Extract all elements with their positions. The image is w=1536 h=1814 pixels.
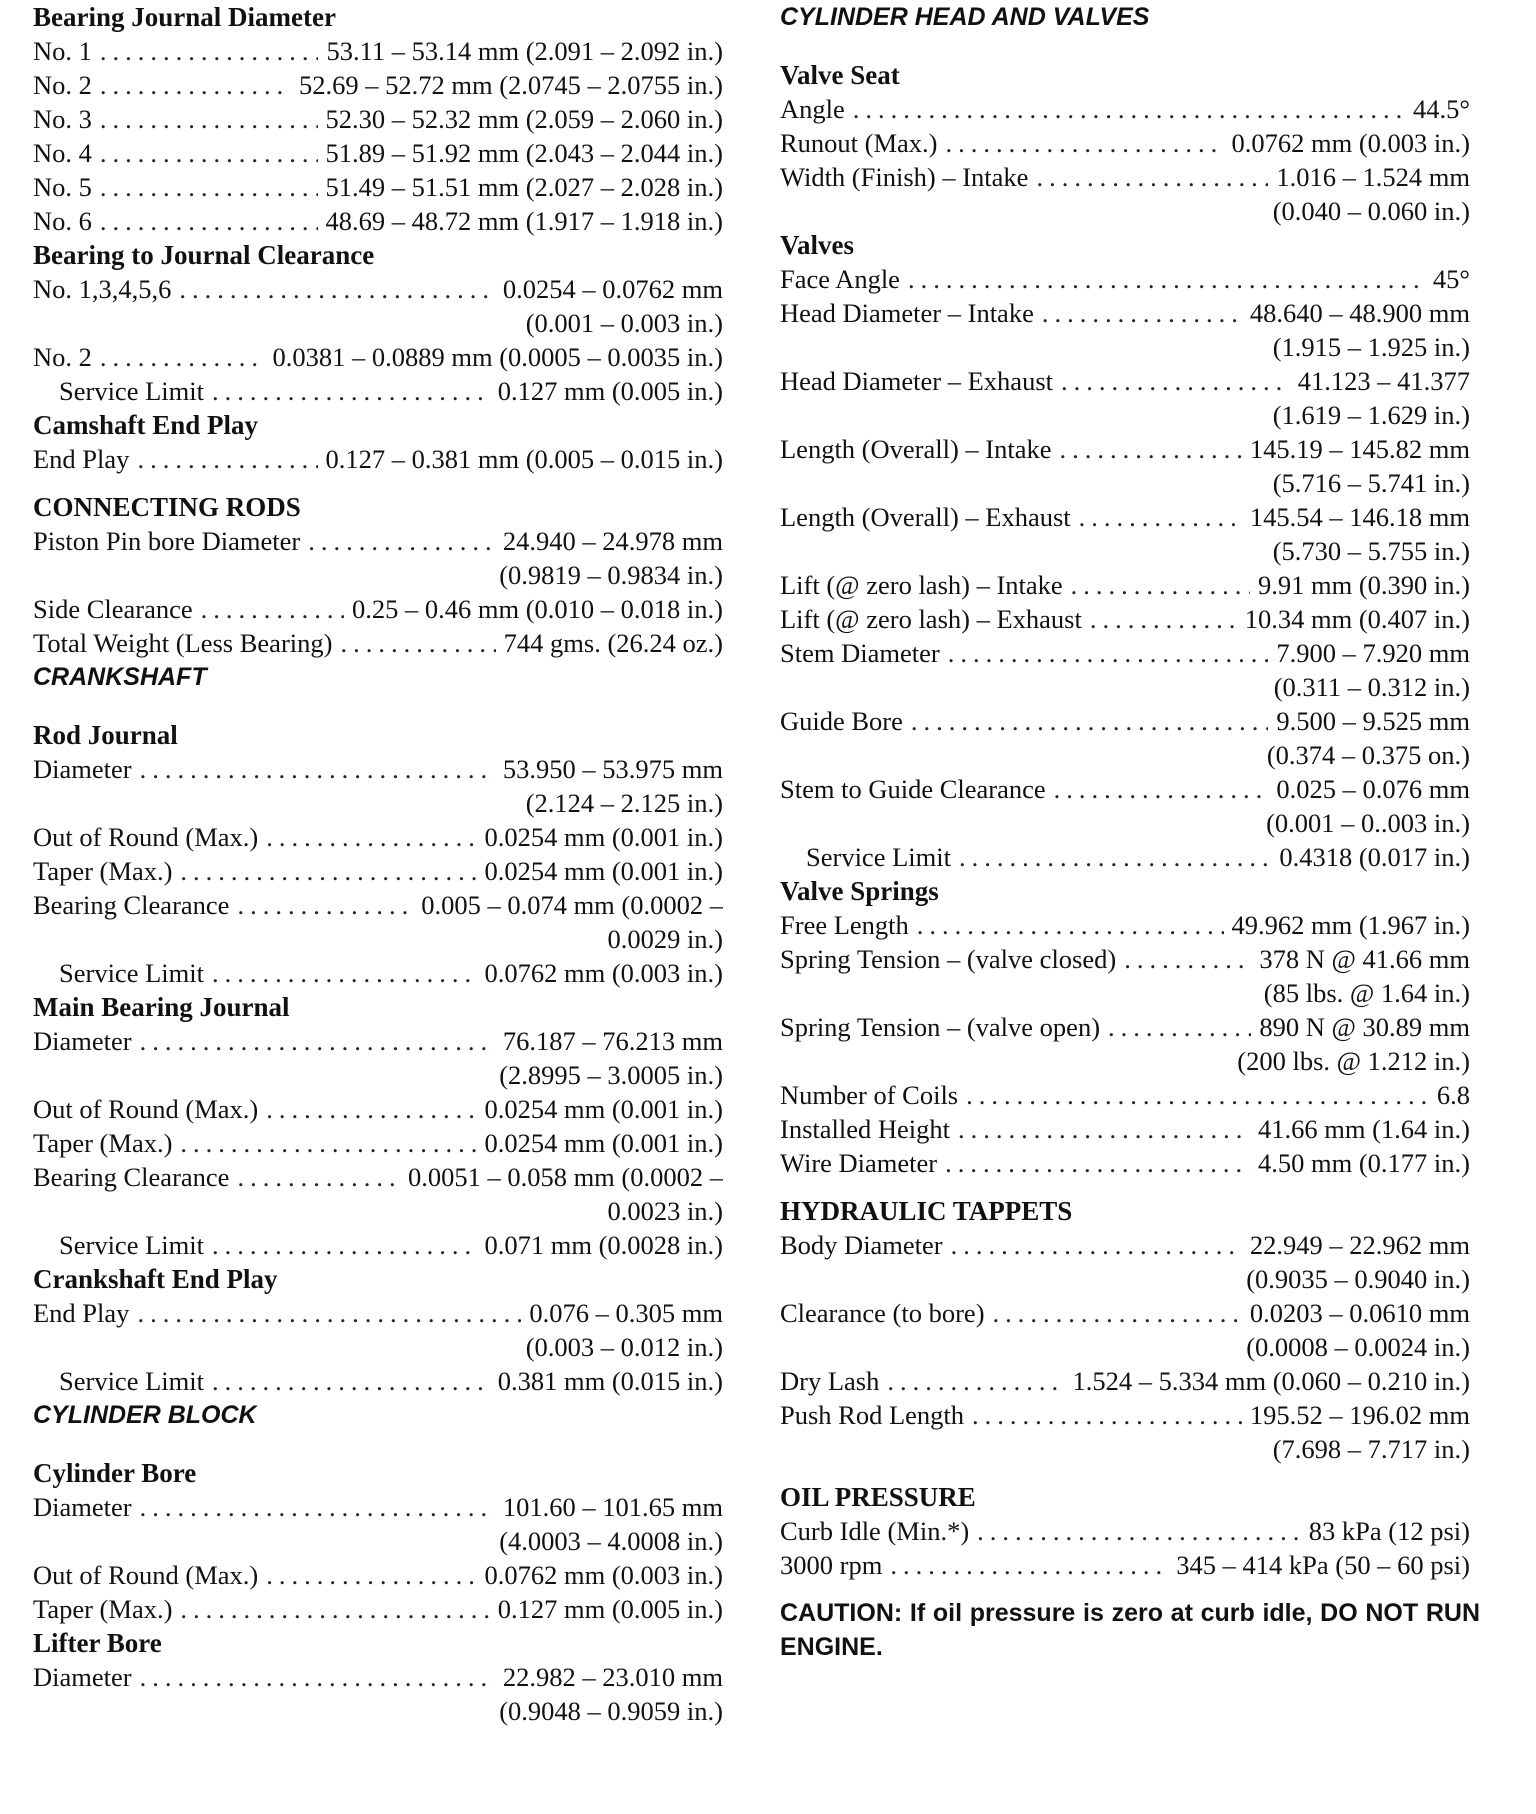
- dot-leader: [911, 704, 1268, 738]
- spec-value: 22.982 – 23.010 mm: [502, 1662, 723, 1692]
- dot-leader: [951, 1228, 1242, 1262]
- spec-row-guide-bore: [780, 704, 1470, 738]
- spec-value: 0.0254 mm (0.001 in.): [484, 1128, 723, 1158]
- dot-leader: [890, 1548, 1168, 1582]
- spec-row-number-of-coils: [780, 1078, 1470, 1112]
- spec-value: 44.5°: [1413, 94, 1470, 124]
- dot-leader: [266, 1092, 476, 1126]
- spec-label: Lift (@ zero lash) – Exhaust: [780, 604, 1082, 634]
- spec-value-continuation: (85 lbs. @ 1.64 in.): [1263, 978, 1470, 1008]
- dot-leader: [1124, 942, 1251, 976]
- dot-leader: [100, 136, 318, 170]
- dot-leader: [180, 854, 476, 888]
- spec-value: 0.0051 – 0.058 mm (0.0002 –: [407, 1162, 723, 1192]
- spec-label: Push Rod Length: [780, 1400, 965, 1430]
- spec-row-no-1-3-4-5-6: [33, 272, 723, 306]
- spec-label: Service Limit: [59, 958, 204, 988]
- spec-row-dry-lash: [780, 1364, 1470, 1398]
- spec-value-continuation: (0.001 – 0..003 in.): [1266, 808, 1470, 838]
- spec-value: 744 gms. (26.24 oz.): [503, 628, 723, 658]
- spec-label: End Play: [33, 1298, 130, 1328]
- dot-leader: [959, 840, 1271, 874]
- spec-row-service-limit: [33, 374, 723, 408]
- spec-label: Service Limit: [59, 1366, 204, 1396]
- spec-value: 195.52 – 196.02 mm: [1249, 1400, 1470, 1430]
- dot-leader: [266, 1558, 476, 1592]
- spec-value-continuation: 0.0029 in.): [607, 924, 723, 954]
- spec-value: 0.071 mm (0.0028 in.): [484, 1230, 723, 1260]
- spec-label: Guide Bore: [780, 706, 903, 736]
- spec-value: 0.0254 mm (0.001 in.): [484, 822, 723, 852]
- spec-label: Curb Idle (Min.*): [780, 1516, 970, 1546]
- dot-leader: [853, 92, 1405, 126]
- spec-label: Service Limit: [59, 376, 204, 406]
- spec-value: 7.900 – 7.920 mm: [1276, 638, 1470, 668]
- spec-value: 6.8: [1436, 1080, 1470, 1110]
- spec-row-end-play: [33, 442, 723, 476]
- spec-value-continuation: (0.374 – 0.375 on.): [1266, 740, 1470, 770]
- dot-leader: [945, 1146, 1250, 1180]
- spec-label: Free Length: [780, 910, 909, 940]
- spec-label: No. 6: [33, 206, 92, 236]
- section-heading-lifter-bore: Lifter Bore: [33, 1628, 162, 1658]
- spec-label: Head Diameter – Exhaust: [780, 366, 1053, 396]
- spec-value-continuation: (0.9048 – 0.9059 in.): [499, 1696, 723, 1726]
- section-heading-valve-springs: Valve Springs: [780, 876, 939, 906]
- spec-label: Out of Round (Max.): [33, 822, 259, 852]
- section-heading-crankshaft-end-play: Crankshaft End Play: [33, 1264, 278, 1294]
- spec-value: 345 – 414 kPa (50 – 60 psi): [1176, 1550, 1470, 1580]
- chapter-heading-cylinder-head-and-valves: CYLINDER HEAD AND VALVES: [780, 3, 1150, 31]
- spec-row-stem-to-guide-clearance: [780, 772, 1470, 806]
- spec-value: 0.005 – 0.074 mm (0.0002 –: [421, 890, 723, 920]
- spec-value: 41.66 mm (1.64 in.): [1258, 1114, 1470, 1144]
- dot-leader: [1108, 1010, 1251, 1044]
- spec-label: Taper (Max.): [33, 1594, 173, 1624]
- spec-label: Angle: [780, 94, 845, 124]
- spec-value: 48.640 – 48.900 mm: [1249, 298, 1470, 328]
- dot-leader: [180, 1126, 476, 1160]
- spec-value-continuation: (1.619 – 1.629 in.): [1272, 400, 1470, 430]
- spec-label: Length (Overall) – Intake: [780, 434, 1052, 464]
- spec-label: Taper (Max.): [33, 856, 173, 886]
- section-heading-camshaft-end-play: Camshaft End Play: [33, 410, 259, 440]
- spec-value-continuation: (4.0003 – 4.0008 in.): [499, 1526, 723, 1556]
- chapter-heading-cylinder-block: CYLINDER BLOCK: [33, 1401, 257, 1429]
- spec-value: 4.50 mm (0.177 in.): [1258, 1148, 1470, 1178]
- spec-row-head-diameter-intake: [780, 296, 1470, 330]
- spec-row-piston-pin-bore-diameter: [33, 524, 723, 558]
- section-heading-bearing-to-journal-clearance: Bearing to Journal Clearance: [33, 240, 375, 270]
- spec-row-no-5: [33, 170, 723, 204]
- spec-row-diameter: [33, 752, 723, 786]
- spec-label: End Play: [33, 444, 130, 474]
- dot-leader: [1090, 602, 1237, 636]
- spec-value: 48.69 – 48.72 mm (1.917 – 1.918 in.): [325, 206, 723, 236]
- spec-row-bearing-clearance: [33, 1160, 723, 1194]
- section-heading-valves: Valves: [780, 230, 855, 260]
- spec-value: 0.0762 mm (0.003 in.): [1231, 128, 1470, 158]
- spec-value: 22.949 – 22.962 mm: [1249, 1230, 1470, 1260]
- dot-leader: [237, 888, 413, 922]
- spec-value: 24.940 – 24.978 mm: [502, 526, 723, 556]
- spec-label: Diameter: [33, 1026, 132, 1056]
- spec-row-no-4: [33, 136, 723, 170]
- spec-label: Lift (@ zero lash) – Intake: [780, 570, 1063, 600]
- spec-row-no-6: [33, 204, 723, 238]
- spec-row-diameter: [33, 1660, 723, 1694]
- spec-row-no-3: [33, 102, 723, 136]
- spec-row-length-overall-intake: [780, 432, 1470, 466]
- spec-row-service-limit: [780, 840, 1470, 874]
- spec-value: 0.127 – 0.381 mm (0.005 – 0.015 in.): [325, 444, 723, 474]
- spec-label: Taper (Max.): [33, 1128, 173, 1158]
- spec-label: Head Diameter – Intake: [780, 298, 1034, 328]
- spec-label: Stem to Guide Clearance: [780, 774, 1046, 804]
- spec-value: 51.49 – 51.51 mm (2.027 – 2.028 in.): [325, 172, 723, 202]
- spec-row-no-1: [33, 34, 723, 68]
- spec-row-end-play: [33, 1296, 723, 1330]
- spec-label: Installed Height: [780, 1114, 950, 1144]
- dot-leader: [1042, 296, 1242, 330]
- spec-label: Out of Round (Max.): [33, 1094, 259, 1124]
- dot-leader: [908, 262, 1425, 296]
- spec-value: 9.91 mm (0.390 in.): [1258, 570, 1470, 600]
- dot-leader: [966, 1078, 1429, 1112]
- dot-leader: [100, 340, 265, 374]
- dot-leader: [308, 524, 495, 558]
- spec-value: 1.016 – 1.524 mm: [1276, 162, 1470, 192]
- dot-leader: [140, 1490, 495, 1524]
- spec-row-bearing-clearance: [33, 888, 723, 922]
- spec-row-stem-diameter: [780, 636, 1470, 670]
- spec-value-continuation: 0.0023 in.): [607, 1196, 723, 1226]
- spec-row-service-limit: [33, 1228, 723, 1262]
- dot-leader: [100, 204, 318, 238]
- spec-label: Total Weight (Less Bearing): [33, 628, 333, 658]
- dot-leader: [100, 102, 318, 136]
- dot-leader: [1061, 364, 1290, 398]
- spec-label: Diameter: [33, 754, 132, 784]
- spec-value: 145.54 – 146.18 mm: [1249, 502, 1470, 532]
- spec-value: 0.0254 mm (0.001 in.): [484, 856, 723, 886]
- spec-label: Spring Tension – (valve closed): [780, 944, 1117, 974]
- chapter-heading-crankshaft: CRANKSHAFT: [33, 663, 207, 691]
- spec-value: 83 kPa (12 psi): [1308, 1516, 1470, 1546]
- caution-notice: CAUTION: If oil pressure is zero at curb idle, DO NOT RUN ENGINE.: [780, 1599, 1480, 1661]
- spec-label: Diameter: [33, 1662, 132, 1692]
- left-spec-column: [33, 0, 723, 1728]
- spec-value: 49.962 mm (1.967 in.): [1231, 910, 1470, 940]
- spec-row-taper-max: [33, 854, 723, 888]
- spec-row-curb-idle-min: [780, 1514, 1470, 1548]
- spec-row-service-limit: [33, 1364, 723, 1398]
- spec-value-continuation: (7.698 – 7.717 in.): [1272, 1434, 1470, 1464]
- spec-value: 0.381 mm (0.015 in.): [497, 1366, 723, 1396]
- spec-value: 10.34 mm (0.407 in.): [1244, 604, 1470, 634]
- spec-value-continuation: (0.9819 – 0.9834 in.): [499, 560, 723, 590]
- section-heading-rod-journal: Rod Journal: [33, 720, 178, 750]
- spec-label: Out of Round (Max.): [33, 1560, 259, 1590]
- spec-label: Side Clearance: [33, 594, 193, 624]
- spec-row-no-2: [33, 68, 723, 102]
- spec-value: 45°: [1432, 264, 1470, 294]
- spec-value: 52.30 – 52.32 mm (2.059 – 2.060 in.): [325, 104, 723, 134]
- spec-label: No. 1,3,4,5,6: [33, 274, 172, 304]
- spec-value: 0.127 mm (0.005 in.): [497, 376, 723, 406]
- section-heading-connecting-rods: CONNECTING RODS: [33, 492, 301, 522]
- spec-label: Dry Lash: [780, 1366, 880, 1396]
- spec-value: 0.0254 mm (0.001 in.): [484, 1094, 723, 1124]
- dot-leader: [137, 1296, 521, 1330]
- spec-label: Width (Finish) – Intake: [780, 162, 1029, 192]
- spec-row-head-diameter-exhaust: [780, 364, 1470, 398]
- spec-label: Bearing Clearance: [33, 890, 230, 920]
- spec-label: No. 2: [33, 70, 92, 100]
- section-heading-bearing-journal-diameter: Bearing Journal Diameter: [33, 2, 336, 32]
- spec-row-no-2: [33, 340, 723, 374]
- spec-label: Runout (Max.): [780, 128, 938, 158]
- spec-value: 0.076 – 0.305 mm: [529, 1298, 723, 1328]
- spec-value: 53.950 – 53.975 mm: [502, 754, 723, 784]
- spec-label: No. 4: [33, 138, 92, 168]
- right-spec-column: [780, 0, 1480, 1664]
- spec-value: 0.127 mm (0.005 in.): [497, 1594, 723, 1624]
- spec-row-runout-max: [780, 126, 1470, 160]
- section-heading-oil-pressure: OIL PRESSURE: [780, 1482, 976, 1512]
- dot-leader: [1071, 568, 1250, 602]
- spec-row-taper-max: [33, 1592, 723, 1626]
- dot-leader: [201, 592, 344, 626]
- spec-value: 890 N @ 30.89 mm: [1259, 1012, 1470, 1042]
- dot-leader: [100, 170, 318, 204]
- spec-label: 3000 rpm: [780, 1550, 883, 1580]
- spec-row-out-of-round-max: [33, 1092, 723, 1126]
- section-heading-hydraulic-tappets: HYDRAULIC TAPPETS: [780, 1196, 1073, 1226]
- dot-leader: [100, 34, 319, 68]
- dot-leader: [140, 1024, 495, 1058]
- spec-value: 378 N @ 41.66 mm: [1259, 944, 1470, 974]
- dot-leader: [958, 1112, 1250, 1146]
- spec-row-length-overall-exhaust: [780, 500, 1470, 534]
- dot-leader: [946, 126, 1224, 160]
- dot-leader: [993, 1296, 1242, 1330]
- spec-label: Wire Diameter: [780, 1148, 938, 1178]
- dot-leader: [212, 956, 477, 990]
- spec-value-continuation: (5.716 – 5.741 in.): [1272, 468, 1470, 498]
- spec-value-continuation: (200 lbs. @ 1.212 in.): [1237, 1046, 1470, 1076]
- spec-value: 52.69 – 52.72 mm (2.0745 – 2.0755 in.): [299, 70, 723, 100]
- dot-leader: [140, 1660, 495, 1694]
- spec-value: 0.0762 mm (0.003 in.): [484, 958, 723, 988]
- dot-leader: [212, 1228, 477, 1262]
- spec-row-push-rod-length: [780, 1398, 1470, 1432]
- spec-row-wire-diameter: [780, 1146, 1470, 1180]
- spec-label: Diameter: [33, 1492, 132, 1522]
- spec-label: Face Angle: [780, 264, 900, 294]
- dot-leader: [1060, 432, 1242, 466]
- spec-value: 0.4318 (0.017 in.): [1279, 842, 1470, 872]
- spec-value: 1.524 – 5.334 mm (0.060 – 0.210 in.): [1072, 1366, 1470, 1396]
- spec-row-side-clearance: [33, 592, 723, 626]
- spec-value: 0.0254 – 0.0762 mm: [502, 274, 723, 304]
- spec-label: Stem Diameter: [780, 638, 940, 668]
- spec-value-continuation: (2.124 – 2.125 in.): [525, 788, 723, 818]
- spec-value: 76.187 – 76.213 mm: [502, 1026, 723, 1056]
- dot-leader: [887, 1364, 1064, 1398]
- spec-value: 0.0381 – 0.0889 mm (0.0005 – 0.0035 in.): [272, 342, 723, 372]
- spec-row-free-length: [780, 908, 1470, 942]
- spec-row-angle: [780, 92, 1470, 126]
- dot-leader: [266, 820, 476, 854]
- spec-value: 101.60 – 101.65 mm: [502, 1492, 723, 1522]
- spec-row-out-of-round-max: [33, 1558, 723, 1592]
- spec-label: Piston Pin bore Diameter: [33, 526, 301, 556]
- spec-row-spring-tension-valve-closed: [780, 942, 1470, 976]
- spec-label: Service Limit: [59, 1230, 204, 1260]
- spec-row-3000-rpm: [780, 1548, 1470, 1582]
- spec-row-service-limit: [33, 956, 723, 990]
- spec-value: 9.500 – 9.525 mm: [1276, 706, 1470, 736]
- spec-row-diameter: [33, 1490, 723, 1524]
- spec-row-width-finish-intake: [780, 160, 1470, 194]
- dot-leader: [948, 636, 1269, 670]
- dot-leader: [972, 1398, 1242, 1432]
- dot-leader: [180, 1592, 489, 1626]
- dot-leader: [977, 1514, 1301, 1548]
- spec-value: 53.11 – 53.14 mm (2.091 – 2.092 in.): [326, 36, 723, 66]
- spec-value-continuation: (1.915 – 1.925 in.): [1272, 332, 1470, 362]
- spec-value: 41.123 – 41.377: [1297, 366, 1470, 396]
- spec-label: Spring Tension – (valve open): [780, 1012, 1101, 1042]
- spec-label: Number of Coils: [780, 1080, 959, 1110]
- dot-leader: [212, 1364, 490, 1398]
- spec-label: No. 5: [33, 172, 92, 202]
- dot-leader: [917, 908, 1224, 942]
- dot-leader: [179, 272, 495, 306]
- spec-row-clearance-to-bore: [780, 1296, 1470, 1330]
- dot-leader: [1036, 160, 1268, 194]
- spec-label: Bearing Clearance: [33, 1162, 230, 1192]
- spec-row-face-angle: [780, 262, 1470, 296]
- spec-label: Service Limit: [806, 842, 951, 872]
- dot-leader: [1054, 772, 1269, 806]
- spec-value: 0.0762 mm (0.003 in.): [484, 1560, 723, 1590]
- dot-leader: [212, 374, 490, 408]
- spec-value: 0.0203 – 0.0610 mm: [1249, 1298, 1470, 1328]
- spec-label: No. 2: [33, 342, 92, 372]
- spec-label: No. 3: [33, 104, 92, 134]
- spec-label: Body Diameter: [780, 1230, 943, 1260]
- spec-value-continuation: (2.8995 – 3.0005 in.): [499, 1060, 723, 1090]
- spec-label: Length (Overall) – Exhaust: [780, 502, 1071, 532]
- spec-label: Clearance (to bore): [780, 1298, 985, 1328]
- spec-value: 145.19 – 145.82 mm: [1249, 434, 1470, 464]
- spec-value-continuation: (0.003 – 0.012 in.): [525, 1332, 723, 1362]
- spec-row-lift-zero-lash-intake: [780, 568, 1470, 602]
- spec-row-body-diameter: [780, 1228, 1470, 1262]
- dot-leader: [1079, 500, 1242, 534]
- spec-row-spring-tension-valve-open: [780, 1010, 1470, 1044]
- dot-leader: [100, 68, 291, 102]
- spec-value: 0.25 – 0.46 mm (0.010 – 0.018 in.): [352, 594, 723, 624]
- section-heading-cylinder-bore: Cylinder Bore: [33, 1458, 197, 1488]
- section-heading-valve-seat: Valve Seat: [780, 60, 900, 90]
- spec-value-continuation: (0.9035 – 0.9040 in.): [1246, 1264, 1470, 1294]
- spec-row-out-of-round-max: [33, 820, 723, 854]
- dot-leader: [340, 626, 495, 660]
- spec-value-continuation: (5.730 – 5.755 in.): [1272, 536, 1470, 566]
- section-heading-main-bearing-journal: Main Bearing Journal: [33, 992, 290, 1022]
- spec-value-continuation: (0.311 – 0.312 in.): [1273, 672, 1470, 702]
- spec-label: No. 1: [33, 36, 92, 66]
- spec-row-lift-zero-lash-exhaust: [780, 602, 1470, 636]
- dot-leader: [137, 442, 317, 476]
- spec-row-taper-max: [33, 1126, 723, 1160]
- spec-value-continuation: (0.0008 – 0.0024 in.): [1246, 1332, 1470, 1362]
- spec-value-continuation: (0.040 – 0.060 in.): [1272, 196, 1470, 226]
- spec-value-continuation: (0.001 – 0.003 in.): [525, 308, 723, 338]
- dot-leader: [140, 752, 495, 786]
- spec-row-installed-height: [780, 1112, 1470, 1146]
- dot-leader: [237, 1160, 400, 1194]
- spec-row-total-weight-less-bearing: [33, 626, 723, 660]
- spec-value: 0.025 – 0.076 mm: [1276, 774, 1470, 804]
- spec-row-diameter: [33, 1024, 723, 1058]
- spec-value: 51.89 – 51.92 mm (2.043 – 2.044 in.): [325, 138, 723, 168]
